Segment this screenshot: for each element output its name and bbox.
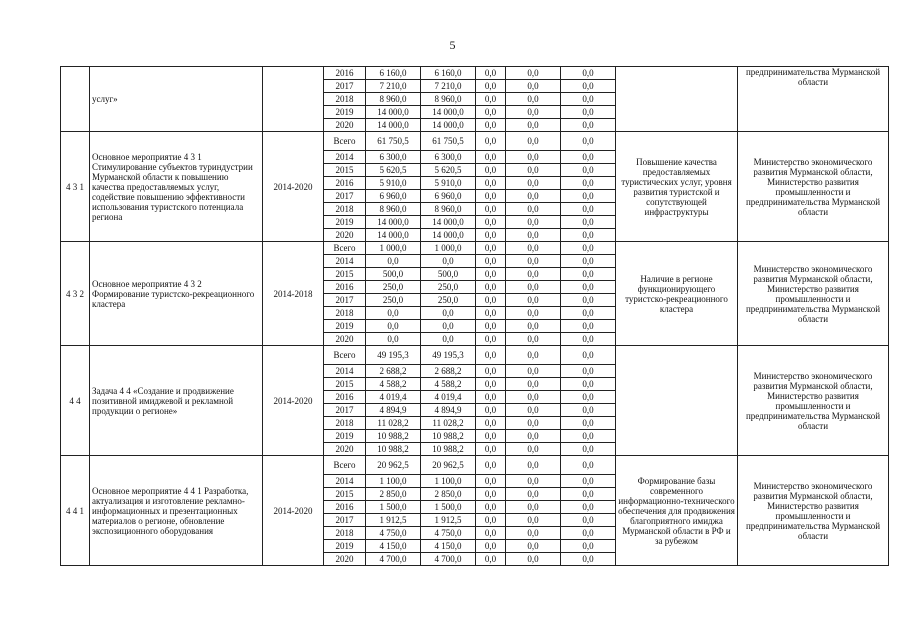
year-cell: 2020: [324, 553, 366, 566]
item-period: 2014-2020: [263, 456, 324, 566]
value-regional-budget: 0,0: [421, 255, 476, 268]
value-federal-budget: 0,0: [476, 294, 506, 307]
value-federal-budget: 0,0: [476, 119, 506, 132]
table-body: [61, 67, 889, 566]
year-cell: 2019: [324, 430, 366, 443]
executor: Министерство экономического развития Мурманской области, Министерство развития промышленности и предпринимательства Мурманской области: [738, 132, 889, 242]
value-regional-budget: 4 588,2: [421, 378, 476, 391]
value-local-budget: 0,0: [506, 164, 561, 177]
value-regional-budget: 61 750,5: [421, 132, 476, 151]
value-total: 61 750,5: [366, 132, 421, 151]
value-total: 14 000,0: [366, 216, 421, 229]
year-cell: 2020: [324, 443, 366, 456]
executor: предпринимательства Мурманской области: [738, 67, 889, 132]
item-period: 2014-2020: [263, 132, 324, 242]
value-regional-budget: 4 700,0: [421, 553, 476, 566]
table-row: [61, 67, 889, 80]
year-cell: 2017: [324, 514, 366, 527]
value-federal-budget: 0,0: [476, 456, 506, 475]
item-name: Основное мероприятие 4 3 2 Формирование туристско-рекреационного кластера: [90, 242, 263, 346]
value-local-budget: 0,0: [506, 80, 561, 93]
value-regional-budget: 5 620,5: [421, 164, 476, 177]
value-local-budget: 0,0: [506, 119, 561, 132]
item-name: Задача 4 4 «Создание и продвижение позитивной имиджевой и рекламной продукции о регионе»: [90, 346, 263, 456]
value-other-sources: 0,0: [561, 294, 616, 307]
year-cell: 2019: [324, 540, 366, 553]
value-other-sources: 0,0: [561, 281, 616, 294]
value-total: 4 588,2: [366, 378, 421, 391]
value-local-budget: 0,0: [506, 132, 561, 151]
value-other-sources: 0,0: [561, 456, 616, 475]
value-federal-budget: 0,0: [476, 80, 506, 93]
value-local-budget: 0,0: [506, 177, 561, 190]
year-cell: 2016: [324, 67, 366, 80]
value-federal-budget: 0,0: [476, 164, 506, 177]
value-regional-budget: 500,0: [421, 268, 476, 281]
value-local-budget: 0,0: [506, 255, 561, 268]
value-regional-budget: 14 000,0: [421, 216, 476, 229]
value-other-sources: 0,0: [561, 93, 616, 106]
value-federal-budget: 0,0: [476, 378, 506, 391]
value-other-sources: 0,0: [561, 346, 616, 365]
value-federal-budget: 0,0: [476, 417, 506, 430]
value-federal-budget: 0,0: [476, 93, 506, 106]
value-federal-budget: 0,0: [476, 404, 506, 417]
value-other-sources: 0,0: [561, 553, 616, 566]
value-other-sources: 0,0: [561, 255, 616, 268]
value-regional-budget: 14 000,0: [421, 119, 476, 132]
value-regional-budget: 6 160,0: [421, 67, 476, 80]
table-row: [61, 456, 889, 475]
value-total: 4 150,0: [366, 540, 421, 553]
value-total: 4 894,9: [366, 404, 421, 417]
value-other-sources: 0,0: [561, 417, 616, 430]
value-other-sources: 0,0: [561, 164, 616, 177]
value-federal-budget: 0,0: [476, 391, 506, 404]
value-local-budget: 0,0: [506, 229, 561, 242]
executor: Министерство экономического развития Мурманской области, Министерство развития промышленности и предпринимательства Мурманской области: [738, 456, 889, 566]
value-local-budget: 0,0: [506, 67, 561, 80]
year-cell: Всего: [324, 242, 366, 255]
year-cell: 2017: [324, 294, 366, 307]
value-local-budget: 0,0: [506, 391, 561, 404]
value-total: 14 000,0: [366, 119, 421, 132]
value-total: 20 962,5: [366, 456, 421, 475]
value-other-sources: 0,0: [561, 404, 616, 417]
year-cell: 2017: [324, 190, 366, 203]
expected-result: [616, 346, 738, 456]
value-other-sources: 0,0: [561, 320, 616, 333]
value-total: 11 028,2: [366, 417, 421, 430]
year-cell: 2020: [324, 333, 366, 346]
value-federal-budget: 0,0: [476, 106, 506, 119]
value-regional-budget: 5 910,0: [421, 177, 476, 190]
value-local-budget: 0,0: [506, 475, 561, 488]
value-regional-budget: 11 028,2: [421, 417, 476, 430]
value-other-sources: 0,0: [561, 475, 616, 488]
item-number: 4 4: [61, 346, 90, 456]
item-name: Основное мероприятие 4 3 1 Стимулирование субъектов туриндустрии Мурманской области к повышению качества предоставляемых услуг, содействие повышению эффективности использования туристского потенциала региона: [90, 132, 263, 242]
value-regional-budget: 0,0: [421, 307, 476, 320]
value-federal-budget: 0,0: [476, 320, 506, 333]
value-total: 8 960,0: [366, 203, 421, 216]
value-federal-budget: 0,0: [476, 67, 506, 80]
value-federal-budget: 0,0: [476, 365, 506, 378]
value-total: 10 988,2: [366, 430, 421, 443]
value-regional-budget: 2 850,0: [421, 488, 476, 501]
value-total: 1 500,0: [366, 501, 421, 514]
year-cell: 2014: [324, 365, 366, 378]
page-number: 5: [449, 38, 456, 52]
value-total: 1 912,5: [366, 514, 421, 527]
value-federal-budget: 0,0: [476, 430, 506, 443]
value-local-budget: 0,0: [506, 527, 561, 540]
value-regional-budget: 1 100,0: [421, 475, 476, 488]
value-federal-budget: 0,0: [476, 514, 506, 527]
program-table: [60, 66, 889, 566]
value-local-budget: 0,0: [506, 203, 561, 216]
value-federal-budget: 0,0: [476, 190, 506, 203]
value-regional-budget: 4 150,0: [421, 540, 476, 553]
value-total: 1 000,0: [366, 242, 421, 255]
value-other-sources: 0,0: [561, 378, 616, 391]
value-total: 4 750,0: [366, 527, 421, 540]
year-cell: 2015: [324, 378, 366, 391]
value-other-sources: 0,0: [561, 229, 616, 242]
item-number: [61, 67, 90, 132]
value-other-sources: 0,0: [561, 80, 616, 93]
value-regional-budget: 6 960,0: [421, 190, 476, 203]
year-cell: Всего: [324, 132, 366, 151]
year-cell: 2018: [324, 307, 366, 320]
value-regional-budget: 250,0: [421, 294, 476, 307]
year-cell: 2015: [324, 164, 366, 177]
value-total: 6 160,0: [366, 67, 421, 80]
value-federal-budget: 0,0: [476, 203, 506, 216]
value-local-budget: 0,0: [506, 365, 561, 378]
year-cell: 2016: [324, 501, 366, 514]
value-local-budget: 0,0: [506, 430, 561, 443]
year-cell: 2019: [324, 216, 366, 229]
value-total: 14 000,0: [366, 106, 421, 119]
value-local-budget: 0,0: [506, 268, 561, 281]
value-federal-budget: 0,0: [476, 216, 506, 229]
value-regional-budget: 1 000,0: [421, 242, 476, 255]
value-total: 4 700,0: [366, 553, 421, 566]
value-local-budget: 0,0: [506, 320, 561, 333]
value-other-sources: 0,0: [561, 119, 616, 132]
value-regional-budget: 0,0: [421, 333, 476, 346]
value-other-sources: 0,0: [561, 190, 616, 203]
item-number: 4 4 1: [61, 456, 90, 566]
value-other-sources: 0,0: [561, 443, 616, 456]
value-regional-budget: 1 500,0: [421, 501, 476, 514]
year-cell: 2018: [324, 93, 366, 106]
expected-result: Повышение качества предоставляемых туристических услуг, уровня развития туристской и сопутствующей инфраструктуры: [616, 132, 738, 242]
year-cell: Всего: [324, 456, 366, 475]
value-regional-budget: 250,0: [421, 281, 476, 294]
year-cell: 2017: [324, 404, 366, 417]
value-federal-budget: 0,0: [476, 488, 506, 501]
value-other-sources: 0,0: [561, 488, 616, 501]
value-other-sources: 0,0: [561, 203, 616, 216]
year-cell: 2014: [324, 151, 366, 164]
expected-result: Наличие в регионе функционирующего туристско-рекреационного кластера: [616, 242, 738, 346]
value-regional-budget: 8 960,0: [421, 203, 476, 216]
value-local-budget: 0,0: [506, 93, 561, 106]
year-cell: 2016: [324, 281, 366, 294]
year-cell: 2015: [324, 488, 366, 501]
value-regional-budget: 4 750,0: [421, 527, 476, 540]
value-total: 500,0: [366, 268, 421, 281]
value-local-budget: 0,0: [506, 190, 561, 203]
value-regional-budget: 20 962,5: [421, 456, 476, 475]
value-total: 0,0: [366, 307, 421, 320]
year-cell: 2016: [324, 177, 366, 190]
value-federal-budget: 0,0: [476, 553, 506, 566]
year-cell: 2016: [324, 391, 366, 404]
value-regional-budget: 1 912,5: [421, 514, 476, 527]
value-total: 6 960,0: [366, 190, 421, 203]
value-total: 49 195,3: [366, 346, 421, 365]
value-regional-budget: 14 000,0: [421, 106, 476, 119]
value-regional-budget: 4 894,9: [421, 404, 476, 417]
value-total: 250,0: [366, 294, 421, 307]
value-other-sources: 0,0: [561, 216, 616, 229]
item-name: Основное мероприятие 4 4 1 Разработка, актуализация и изготовление рекламно-информационных и презентационных материалов о регионе, обновление экспозиционного оборудования: [90, 456, 263, 566]
value-local-budget: 0,0: [506, 540, 561, 553]
value-local-budget: 0,0: [506, 501, 561, 514]
value-federal-budget: 0,0: [476, 540, 506, 553]
year-cell: 2014: [324, 475, 366, 488]
value-other-sources: 0,0: [561, 333, 616, 346]
value-other-sources: 0,0: [561, 268, 616, 281]
value-local-budget: 0,0: [506, 456, 561, 475]
year-cell: 2018: [324, 417, 366, 430]
value-other-sources: 0,0: [561, 365, 616, 378]
value-total: 8 960,0: [366, 93, 421, 106]
value-local-budget: 0,0: [506, 216, 561, 229]
table-row: [61, 242, 889, 255]
value-regional-budget: 0,0: [421, 320, 476, 333]
value-federal-budget: 0,0: [476, 268, 506, 281]
value-other-sources: 0,0: [561, 307, 616, 320]
value-total: 7 210,0: [366, 80, 421, 93]
expected-result: Формирование базы современного информационно-технического обеспечения для продвижения благоприятного имиджа Мурманской области в РФ и за рубежом: [616, 456, 738, 566]
year-cell: Всего: [324, 346, 366, 365]
year-cell: 2017: [324, 80, 366, 93]
value-total: 10 988,2: [366, 443, 421, 456]
value-local-budget: 0,0: [506, 281, 561, 294]
value-other-sources: 0,0: [561, 430, 616, 443]
value-local-budget: 0,0: [506, 346, 561, 365]
value-local-budget: 0,0: [506, 333, 561, 346]
expected-result: [616, 67, 738, 132]
value-total: 1 100,0: [366, 475, 421, 488]
value-other-sources: 0,0: [561, 106, 616, 119]
value-regional-budget: 10 988,2: [421, 430, 476, 443]
value-local-budget: 0,0: [506, 443, 561, 456]
table-row: [61, 346, 889, 365]
value-local-budget: 0,0: [506, 488, 561, 501]
value-other-sources: 0,0: [561, 177, 616, 190]
value-federal-budget: 0,0: [476, 151, 506, 164]
year-cell: 2018: [324, 527, 366, 540]
value-regional-budget: 6 300,0: [421, 151, 476, 164]
value-other-sources: 0,0: [561, 67, 616, 80]
value-total: 4 019,4: [366, 391, 421, 404]
year-cell: 2020: [324, 119, 366, 132]
value-total: 0,0: [366, 320, 421, 333]
value-local-budget: 0,0: [506, 294, 561, 307]
value-total: 5 910,0: [366, 177, 421, 190]
value-other-sources: 0,0: [561, 501, 616, 514]
value-federal-budget: 0,0: [476, 255, 506, 268]
value-local-budget: 0,0: [506, 514, 561, 527]
value-regional-budget: 14 000,0: [421, 229, 476, 242]
value-federal-budget: 0,0: [476, 281, 506, 294]
value-federal-budget: 0,0: [476, 527, 506, 540]
value-federal-budget: 0,0: [476, 475, 506, 488]
value-total: 6 300,0: [366, 151, 421, 164]
value-local-budget: 0,0: [506, 404, 561, 417]
item-name: услуг»: [90, 67, 263, 132]
item-period: [263, 67, 324, 132]
value-federal-budget: 0,0: [476, 132, 506, 151]
value-other-sources: 0,0: [561, 132, 616, 151]
value-federal-budget: 0,0: [476, 501, 506, 514]
value-federal-budget: 0,0: [476, 229, 506, 242]
value-local-budget: 0,0: [506, 307, 561, 320]
value-local-budget: 0,0: [506, 553, 561, 566]
year-cell: 2018: [324, 203, 366, 216]
item-period: 2014-2018: [263, 242, 324, 346]
year-cell: 2019: [324, 106, 366, 119]
value-regional-budget: 7 210,0: [421, 80, 476, 93]
value-other-sources: 0,0: [561, 540, 616, 553]
value-regional-budget: 10 988,2: [421, 443, 476, 456]
value-total: 5 620,5: [366, 164, 421, 177]
value-local-budget: 0,0: [506, 417, 561, 430]
value-federal-budget: 0,0: [476, 307, 506, 320]
year-cell: 2020: [324, 229, 366, 242]
value-federal-budget: 0,0: [476, 346, 506, 365]
value-other-sources: 0,0: [561, 514, 616, 527]
item-number: 4 3 1: [61, 132, 90, 242]
value-regional-budget: 4 019,4: [421, 391, 476, 404]
value-total: 14 000,0: [366, 229, 421, 242]
value-regional-budget: 49 195,3: [421, 346, 476, 365]
value-other-sources: 0,0: [561, 391, 616, 404]
item-number: 4 3 2: [61, 242, 90, 346]
value-federal-budget: 0,0: [476, 242, 506, 255]
year-cell: 2019: [324, 320, 366, 333]
value-total: 2 850,0: [366, 488, 421, 501]
item-period: 2014-2020: [263, 346, 324, 456]
year-cell: 2014: [324, 255, 366, 268]
value-federal-budget: 0,0: [476, 177, 506, 190]
value-total: 0,0: [366, 255, 421, 268]
value-local-budget: 0,0: [506, 151, 561, 164]
executor: Министерство экономического развития Мурманской области, Министерство развития промышленности и предпринимательства Мурманской области: [738, 346, 889, 456]
value-total: 0,0: [366, 333, 421, 346]
value-local-budget: 0,0: [506, 242, 561, 255]
value-total: 2 688,2: [366, 365, 421, 378]
value-other-sources: 0,0: [561, 151, 616, 164]
value-other-sources: 0,0: [561, 242, 616, 255]
value-regional-budget: 2 688,2: [421, 365, 476, 378]
value-regional-budget: 8 960,0: [421, 93, 476, 106]
table-row: [61, 132, 889, 151]
executor: Министерство экономического развития Мурманской области, Министерство развития промышленности и предпринимательства Мурманской области: [738, 242, 889, 346]
value-federal-budget: 0,0: [476, 333, 506, 346]
value-other-sources: 0,0: [561, 527, 616, 540]
value-local-budget: 0,0: [506, 378, 561, 391]
value-total: 250,0: [366, 281, 421, 294]
year-cell: 2015: [324, 268, 366, 281]
value-federal-budget: 0,0: [476, 443, 506, 456]
value-local-budget: 0,0: [506, 106, 561, 119]
